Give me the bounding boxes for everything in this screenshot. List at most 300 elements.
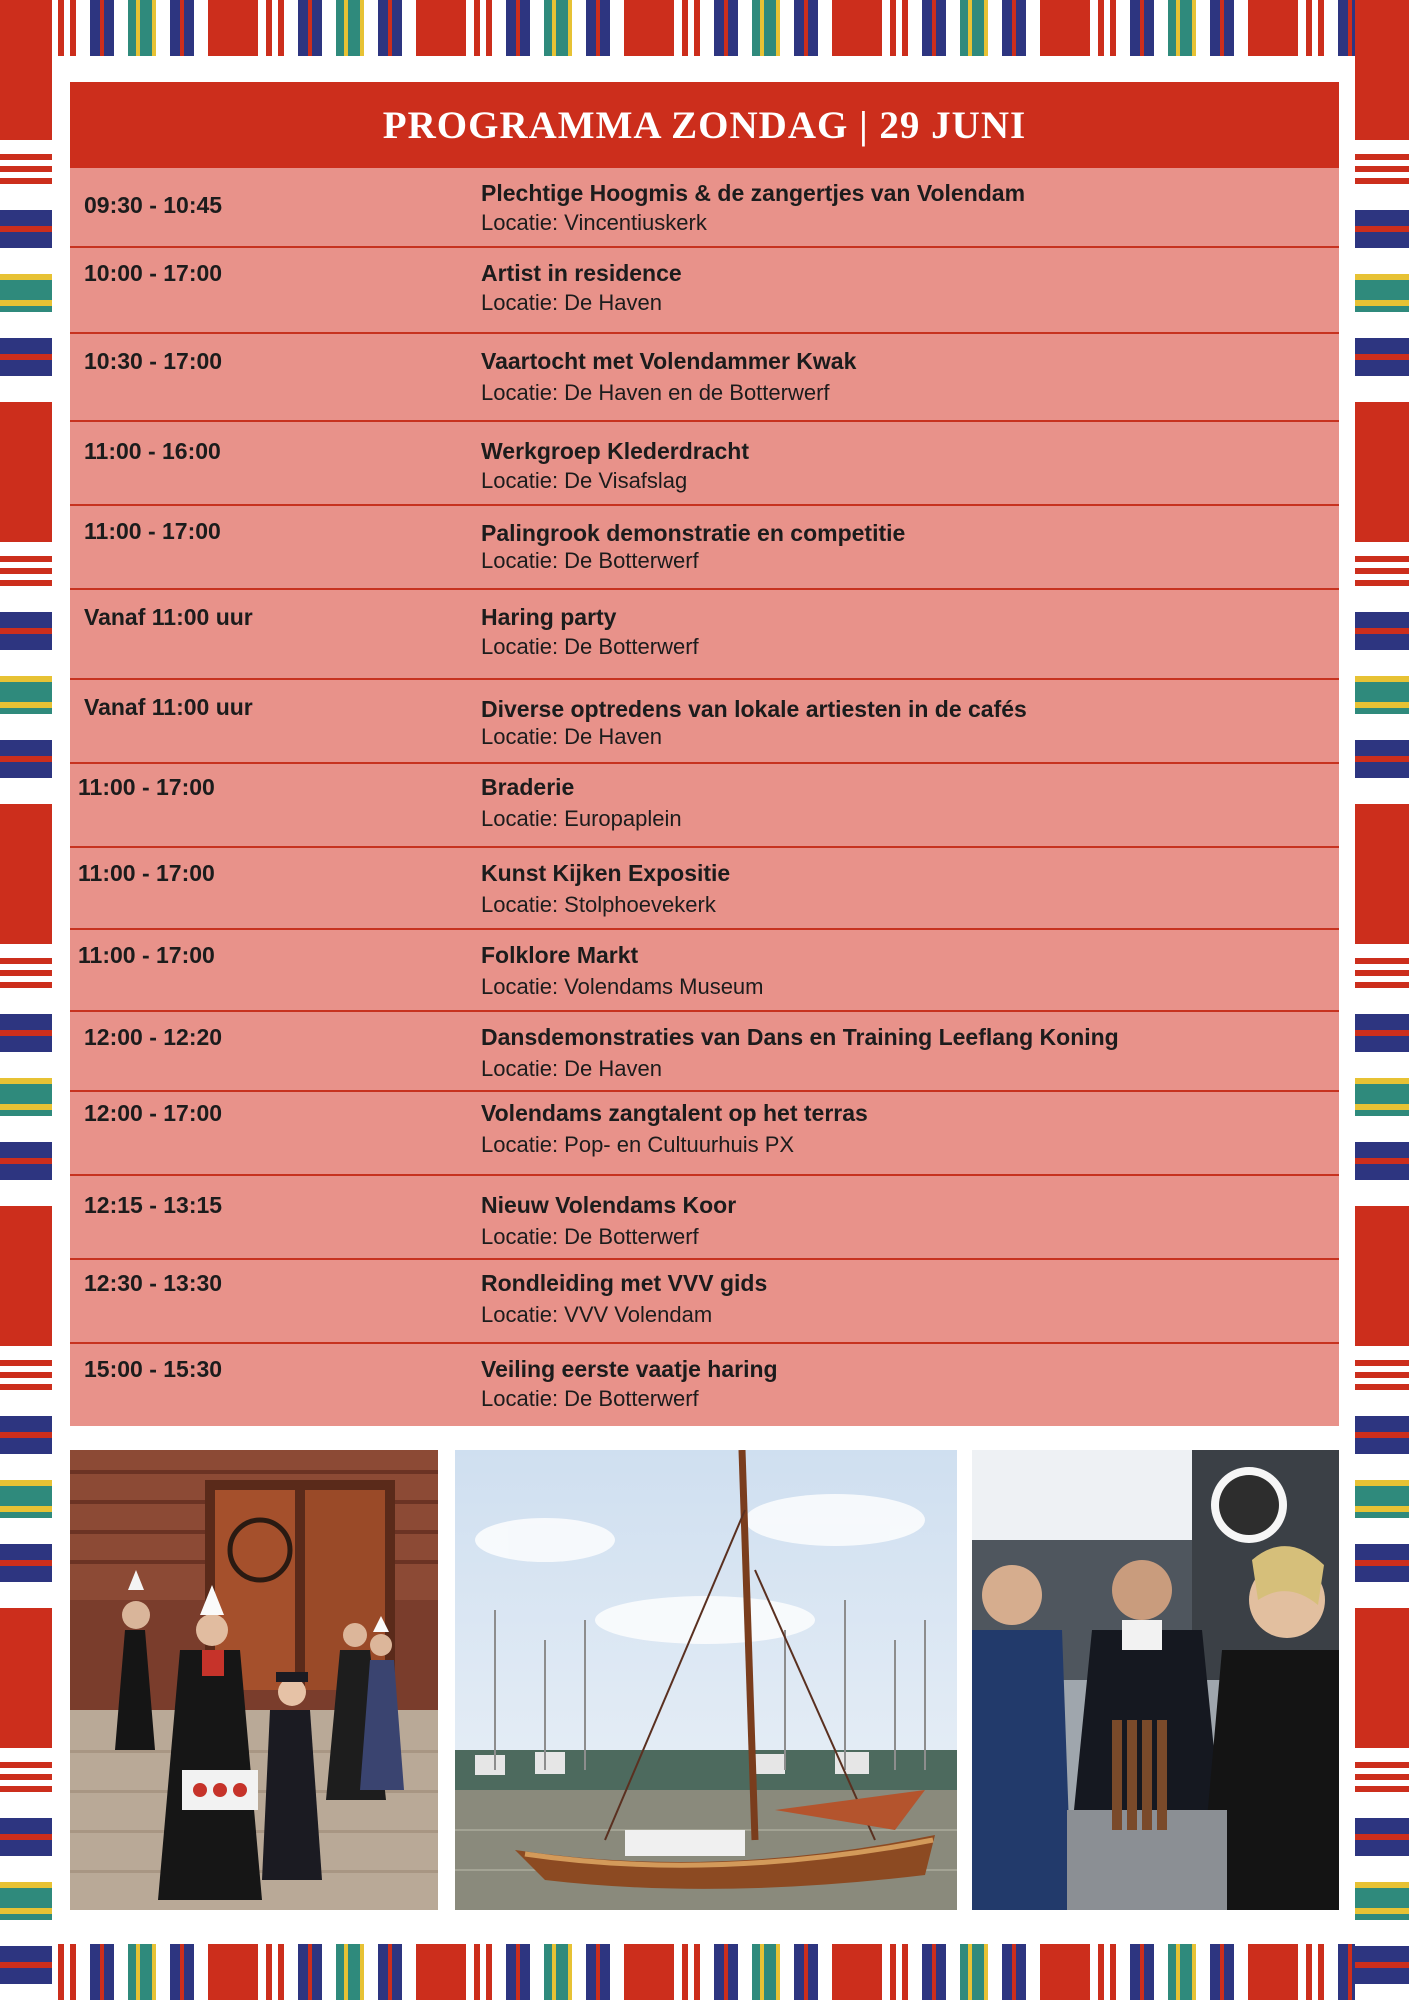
border-stripe xyxy=(586,0,596,56)
schedule-row xyxy=(70,1012,1339,1092)
border-stripe xyxy=(76,1944,90,2000)
border-stripe xyxy=(336,0,344,56)
border-stripe xyxy=(1355,1454,1409,1480)
border-stripe xyxy=(506,1944,516,2000)
schedule-row xyxy=(70,1092,1339,1176)
border-stripe xyxy=(486,1944,492,2000)
border-stripe xyxy=(1110,1944,1116,2000)
border-stripe xyxy=(0,1544,52,1560)
event-title: Volendams zangtalent op het terras xyxy=(481,1100,868,1126)
border-stripe xyxy=(1016,1944,1026,2000)
border-stripe xyxy=(1355,210,1409,226)
border-stripe xyxy=(724,1944,728,2000)
border-stripe xyxy=(1355,1036,1409,1052)
border-stripe xyxy=(1355,274,1409,280)
border-stripe xyxy=(1355,1432,1409,1438)
border-stripe xyxy=(0,1984,52,2000)
border-stripe xyxy=(480,1944,486,2000)
border-stripe xyxy=(180,1944,184,2000)
event-title: Rondleiding met VVV gids xyxy=(481,1270,768,1296)
border-stripe xyxy=(0,1512,52,1518)
border-stripe xyxy=(752,0,760,56)
border-stripe xyxy=(0,1158,52,1164)
border-stripe xyxy=(272,1944,278,2000)
border-stripe xyxy=(486,0,492,56)
border-stripe xyxy=(0,154,52,160)
border-stripe xyxy=(1248,0,1298,56)
border-stripe xyxy=(0,354,52,360)
border-stripe xyxy=(492,0,506,56)
event-title: Werkgroep Klederdracht xyxy=(481,438,749,464)
border-stripe xyxy=(492,1944,506,2000)
border-stripe xyxy=(0,1768,52,1774)
border-stripe xyxy=(0,1014,52,1030)
border-stripe xyxy=(392,1944,402,2000)
border-stripe xyxy=(58,0,64,56)
border-stripe xyxy=(1355,612,1409,628)
border-stripe xyxy=(1355,682,1409,702)
event-title: Plechtige Hoogmis & de zangertjes van Volendam xyxy=(481,180,1026,206)
border-stripe xyxy=(1355,280,1409,300)
border-stripe xyxy=(1355,1834,1409,1840)
border-stripe xyxy=(794,0,804,56)
border-stripe xyxy=(194,1944,208,2000)
event-location: Locatie: Europaplein xyxy=(481,806,682,831)
border-stripe xyxy=(0,804,52,944)
border-stripe xyxy=(832,0,882,56)
border-stripe xyxy=(1355,778,1409,804)
schedule-row xyxy=(70,930,1339,1012)
border-stripe xyxy=(1196,0,1210,56)
border-stripe xyxy=(1016,0,1026,56)
border-stripe xyxy=(392,0,402,56)
border-stripe xyxy=(682,0,688,56)
border-stripe xyxy=(0,676,52,682)
schedule-row xyxy=(70,764,1339,848)
event-location: Locatie: De Haven en de Botterwerf xyxy=(481,380,830,405)
border-stripe xyxy=(1355,1946,1409,1962)
border-stripe xyxy=(0,982,52,988)
event-time: 12:15 - 13:15 xyxy=(84,1192,223,1218)
schedule-row xyxy=(70,1344,1339,1426)
border-bottom-stripes xyxy=(0,1944,1409,2000)
border-stripe xyxy=(156,0,170,56)
border-stripe xyxy=(1234,1944,1248,2000)
photo-botter-ship xyxy=(455,1450,957,1910)
border-stripe xyxy=(0,778,52,804)
border-stripe xyxy=(388,0,392,56)
border-stripe xyxy=(1355,562,1409,568)
border-stripe xyxy=(946,1944,960,2000)
border-stripe xyxy=(776,1944,780,2000)
border-stripe xyxy=(1130,0,1140,56)
border-stripe xyxy=(278,0,284,56)
border-stripe xyxy=(1355,982,1409,988)
border-stripe xyxy=(728,1944,738,2000)
event-time: 11:00 - 17:00 xyxy=(78,942,215,968)
border-stripe xyxy=(1355,360,1409,376)
border-stripe xyxy=(0,580,52,586)
border-stripe xyxy=(0,1390,52,1416)
border-stripe xyxy=(530,0,544,56)
border-stripe xyxy=(364,0,378,56)
border-stripe xyxy=(0,1962,52,1968)
border-stripe xyxy=(1355,1360,1409,1366)
border-stripe xyxy=(890,1944,896,2000)
border-stripe xyxy=(0,1856,52,1882)
border-stripe xyxy=(808,1944,818,2000)
border-stripe xyxy=(152,0,156,56)
border-stripe xyxy=(0,248,52,274)
border-stripe xyxy=(960,0,968,56)
border-stripe xyxy=(0,1486,52,1506)
border-stripe xyxy=(1224,1944,1234,2000)
border-stripe xyxy=(1040,0,1090,56)
event-title: Artist in residence xyxy=(481,260,682,286)
border-stripe xyxy=(1355,1486,1409,1506)
border-stripe xyxy=(882,0,890,56)
border-stripe xyxy=(932,0,936,56)
border-stripe xyxy=(890,0,896,56)
border-stripe xyxy=(1355,1014,1409,1030)
border-stripe xyxy=(1318,0,1324,56)
border-stripe xyxy=(0,944,52,958)
border-stripe xyxy=(516,0,520,56)
border-stripe xyxy=(0,1378,52,1384)
border-stripe xyxy=(1355,300,1409,306)
border-stripe xyxy=(1355,1762,1409,1768)
border-stripe xyxy=(272,0,278,56)
border-stripe xyxy=(908,0,922,56)
border-stripe xyxy=(1355,970,1409,976)
border-stripe xyxy=(1355,976,1409,982)
border-stripe xyxy=(1355,1774,1409,1780)
border-stripe xyxy=(0,1052,52,1078)
border-stripe xyxy=(0,160,52,166)
border-stripe xyxy=(794,1944,804,2000)
border-stripe xyxy=(0,1030,52,1036)
border-stripe xyxy=(1355,1544,1409,1560)
border-stripe xyxy=(738,1944,752,2000)
border-right-stripes xyxy=(1355,0,1409,2000)
border-stripe xyxy=(1355,568,1409,574)
border-stripe xyxy=(1355,140,1409,154)
border-stripe xyxy=(1355,1962,1409,1968)
border-stripe xyxy=(1196,1944,1210,2000)
border-stripe xyxy=(1176,1944,1180,2000)
border-stripe xyxy=(104,1944,114,2000)
event-time: 09:30 - 10:45 xyxy=(84,192,223,218)
border-stripe xyxy=(1355,1566,1409,1582)
border-stripe xyxy=(76,0,90,56)
border-stripe xyxy=(1355,376,1409,402)
event-title: Veiling eerste vaatje haring xyxy=(481,1356,778,1382)
border-stripe xyxy=(0,1566,52,1582)
border-stripe xyxy=(1355,1372,1409,1378)
border-stripe xyxy=(360,0,364,56)
border-stripe xyxy=(0,1384,52,1390)
schedule-row xyxy=(70,334,1339,422)
border-stripe xyxy=(0,226,52,232)
border-stripe xyxy=(1140,0,1144,56)
border-stripe xyxy=(1324,0,1338,56)
border-stripe xyxy=(104,0,114,56)
border-stripe xyxy=(1355,178,1409,184)
border-stripe xyxy=(544,0,552,56)
schedule-table xyxy=(70,168,1339,1426)
border-stripe xyxy=(0,964,52,970)
border-stripe xyxy=(968,1944,972,2000)
border-stripe xyxy=(1355,1748,1409,1762)
event-time: 12:00 - 17:00 xyxy=(84,1100,223,1126)
border-stripe xyxy=(1355,556,1409,562)
border-stripe xyxy=(1355,958,1409,964)
border-stripe xyxy=(0,338,52,354)
border-stripe xyxy=(936,1944,946,2000)
border-stripe xyxy=(1355,1560,1409,1566)
border-stripe xyxy=(184,1944,194,2000)
border-stripe xyxy=(114,0,128,56)
border-stripe xyxy=(1355,338,1409,354)
border-stripe xyxy=(284,0,298,56)
border-stripe xyxy=(1355,1908,1409,1914)
border-stripe xyxy=(818,0,832,56)
schedule-row xyxy=(70,248,1339,334)
border-stripe xyxy=(1312,1944,1318,2000)
border-stripe xyxy=(0,1762,52,1768)
border-stripe xyxy=(0,542,52,556)
event-title: Braderie xyxy=(481,774,575,800)
border-stripe xyxy=(0,612,52,628)
border-stripe xyxy=(170,1944,180,2000)
border-stripe xyxy=(1338,1944,1348,2000)
border-stripe xyxy=(0,1506,52,1512)
border-stripe xyxy=(738,0,752,56)
border-stripe xyxy=(1355,580,1409,586)
border-stripe xyxy=(298,0,308,56)
border-stripe xyxy=(1355,1116,1409,1142)
border-stripe xyxy=(1355,542,1409,556)
border-stripe xyxy=(0,1888,52,1908)
border-stripe xyxy=(1355,1366,1409,1372)
border-stripe xyxy=(348,0,360,56)
border-stripe xyxy=(552,0,556,56)
border-stripe xyxy=(0,1206,52,1346)
border-stripe xyxy=(0,1560,52,1566)
border-stripe xyxy=(402,1944,416,2000)
border-stripe xyxy=(1098,0,1104,56)
border-stripe xyxy=(208,0,258,56)
border-stripe xyxy=(516,1944,520,2000)
border-stripe xyxy=(1355,740,1409,756)
border-stripe xyxy=(1224,0,1234,56)
border-stripe xyxy=(1110,0,1116,56)
border-stripe xyxy=(968,0,972,56)
border-stripe xyxy=(1355,756,1409,762)
border-stripe xyxy=(1355,1480,1409,1486)
border-stripe xyxy=(1355,1180,1409,1206)
border-stripe xyxy=(1154,1944,1168,2000)
border-stripe xyxy=(0,1454,52,1480)
border-stripe xyxy=(322,0,336,56)
border-stripe xyxy=(0,376,52,402)
border-stripe xyxy=(1298,0,1306,56)
border-stripe xyxy=(1104,0,1110,56)
border-stripe xyxy=(724,0,728,56)
event-location: Locatie: De Haven xyxy=(481,290,662,315)
border-stripe xyxy=(1355,988,1409,1014)
border-stripe xyxy=(1355,1142,1409,1158)
border-stripe xyxy=(1355,1346,1409,1360)
border-stripe xyxy=(1355,804,1409,944)
border-stripe xyxy=(0,756,52,762)
border-stripe xyxy=(416,0,466,56)
border-stripe xyxy=(1306,0,1312,56)
border-stripe xyxy=(776,0,780,56)
event-location: Locatie: De Haven xyxy=(481,1056,662,1081)
event-time: 12:00 - 12:20 xyxy=(84,1024,223,1050)
border-stripe xyxy=(572,1944,586,2000)
border-stripe xyxy=(1355,1110,1409,1116)
border-stripe xyxy=(760,1944,764,2000)
border-stripe xyxy=(1355,1030,1409,1036)
border-stripe xyxy=(0,976,52,982)
border-stripe xyxy=(556,0,568,56)
border-stripe xyxy=(466,1944,474,2000)
event-title: Diverse optredens van lokale artiesten in de cafés xyxy=(481,696,1027,722)
border-stripe xyxy=(610,1944,624,2000)
border-stripe xyxy=(100,0,104,56)
border-stripe xyxy=(0,1372,52,1378)
border-stripe xyxy=(0,232,52,248)
border-stripe xyxy=(1355,708,1409,714)
border-stripe xyxy=(1355,1512,1409,1518)
border-stripe xyxy=(1176,0,1180,56)
border-stripe xyxy=(1355,1084,1409,1104)
border-stripe xyxy=(0,650,52,676)
border-stripe xyxy=(1210,1944,1220,2000)
border-stripe xyxy=(1312,0,1318,56)
border-stripe xyxy=(336,1944,344,2000)
border-stripe xyxy=(364,1944,378,2000)
border-stripe xyxy=(180,0,184,56)
border-stripe xyxy=(1355,1920,1409,1946)
border-stripe xyxy=(922,0,932,56)
border-stripe xyxy=(0,1416,52,1432)
border-stripe xyxy=(1090,0,1098,56)
border-stripe xyxy=(0,1582,52,1608)
border-stripe xyxy=(0,184,52,210)
border-stripe xyxy=(0,1142,52,1158)
border-stripe xyxy=(1180,0,1192,56)
page-title: PROGRAMMA ZONDAG | 29 JUNI xyxy=(70,82,1339,168)
border-stripe xyxy=(0,1968,52,1984)
border-stripe xyxy=(520,1944,530,2000)
border-stripe xyxy=(0,1346,52,1360)
event-title: Nieuw Volendams Koor xyxy=(481,1192,737,1218)
event-location: Locatie: De Haven xyxy=(481,724,662,749)
border-top-stripes xyxy=(0,0,1409,56)
border-stripe xyxy=(194,0,208,56)
border-stripe xyxy=(0,1818,52,1834)
border-stripe xyxy=(530,1944,544,2000)
border-stripe xyxy=(1192,1944,1196,2000)
border-stripe xyxy=(1306,1944,1312,2000)
border-stripe xyxy=(128,0,136,56)
border-stripe xyxy=(1012,0,1016,56)
border-stripe xyxy=(1192,0,1196,56)
border-stripe xyxy=(1355,1984,1409,2000)
border-stripe xyxy=(0,562,52,568)
border-stripe xyxy=(552,1944,556,2000)
border-stripe xyxy=(0,568,52,574)
border-stripe xyxy=(1355,628,1409,634)
border-stripe xyxy=(480,0,486,56)
border-stripe xyxy=(140,1944,152,2000)
border-stripe xyxy=(764,0,776,56)
border-stripe xyxy=(402,0,416,56)
border-stripe xyxy=(0,586,52,612)
border-stripe xyxy=(0,740,52,756)
border-stripe xyxy=(0,1432,52,1438)
border-stripe xyxy=(0,402,52,542)
event-time: 15:00 - 15:30 xyxy=(84,1356,223,1382)
event-location: Locatie: VVV Volendam xyxy=(481,1302,713,1327)
schedule-row xyxy=(70,168,1339,248)
border-stripe xyxy=(474,0,480,56)
border-stripe xyxy=(0,762,52,778)
border-stripe xyxy=(0,312,52,338)
border-stripe xyxy=(64,1944,70,2000)
border-stripe xyxy=(1355,1416,1409,1432)
border-stripe xyxy=(572,0,586,56)
border-stripe xyxy=(1355,1506,1409,1512)
event-time: 12:30 - 13:30 xyxy=(84,1270,223,1296)
border-stripe xyxy=(378,1944,388,2000)
border-stripe xyxy=(674,0,682,56)
border-stripe xyxy=(0,1180,52,1206)
border-stripe xyxy=(1355,172,1409,178)
border-stripe xyxy=(0,708,52,714)
border-stripe xyxy=(1355,676,1409,682)
border-stripe xyxy=(556,1944,568,2000)
border-stripe xyxy=(1220,1944,1224,2000)
border-stripe xyxy=(0,1946,52,1962)
border-stripe xyxy=(0,1840,52,1856)
border-stripe xyxy=(378,0,388,56)
border-stripe xyxy=(0,1914,52,1920)
border-stripe xyxy=(258,0,266,56)
border-stripe xyxy=(902,1944,908,2000)
border-stripe xyxy=(1026,1944,1040,2000)
event-time: 11:00 - 16:00 xyxy=(84,438,221,464)
border-stripe xyxy=(0,988,52,1014)
border-stripe xyxy=(90,0,100,56)
border-stripe xyxy=(1355,1104,1409,1110)
border-stripe xyxy=(694,0,700,56)
border-stripe xyxy=(474,1944,480,2000)
border-stripe xyxy=(1355,1840,1409,1856)
border-stripe xyxy=(140,0,152,56)
border-stripe xyxy=(1355,1968,1409,1984)
border-stripe xyxy=(818,1944,832,2000)
border-stripe xyxy=(1130,1944,1140,2000)
border-stripe xyxy=(136,0,140,56)
border-stripe xyxy=(752,1944,760,2000)
border-stripe xyxy=(0,1164,52,1180)
border-stripe xyxy=(284,1944,298,2000)
border-stripe xyxy=(0,172,52,178)
